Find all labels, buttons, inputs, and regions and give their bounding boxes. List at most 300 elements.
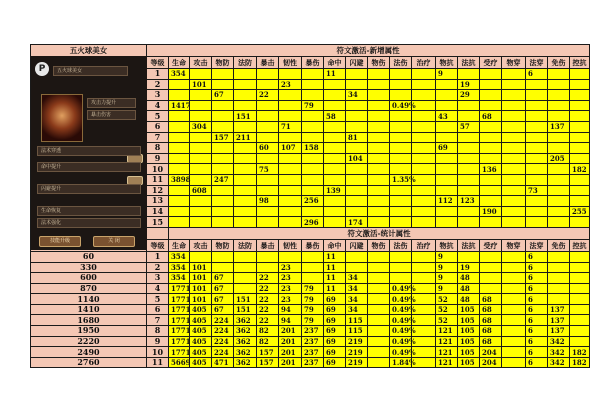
column-header: 暴伤 xyxy=(302,57,324,69)
table-cell xyxy=(279,164,302,175)
table-cell xyxy=(548,79,570,90)
table-cell xyxy=(169,111,190,122)
table-cell xyxy=(346,100,368,111)
column-header: 法防 xyxy=(234,239,257,251)
table-cell: 354 xyxy=(169,273,190,284)
table-cell: 190 xyxy=(480,206,502,217)
table-cell xyxy=(212,262,234,273)
table-cell: 224 xyxy=(212,326,234,337)
table-cell xyxy=(548,143,570,154)
table-cell: 136 xyxy=(480,164,502,175)
table-cell xyxy=(346,174,368,185)
table-cell xyxy=(480,185,502,196)
column-header: 物防 xyxy=(212,57,234,69)
table-cell: 9 xyxy=(436,251,458,262)
table-cell: 101 xyxy=(190,79,212,90)
table-cell xyxy=(190,143,212,154)
table-cell xyxy=(548,251,570,262)
table-cell xyxy=(390,217,412,228)
table-cell xyxy=(526,79,548,90)
game-line-6: 法术强化 xyxy=(37,218,141,228)
close-button[interactable]: 关 闭 xyxy=(93,236,135,247)
table-cell xyxy=(436,90,458,101)
table-cell: 0.49% xyxy=(390,304,412,315)
table-cell: 101 xyxy=(190,283,212,294)
table-cell xyxy=(279,251,302,262)
table-cell: 224 xyxy=(212,315,234,326)
table-cell: 362 xyxy=(234,336,257,347)
table-cell: 11 xyxy=(324,273,346,284)
table-cell: 57 xyxy=(458,121,480,132)
table-cell: 34 xyxy=(346,304,368,315)
table-cell: 105 xyxy=(458,315,480,326)
game-line-4: 闪避提升 xyxy=(37,184,141,194)
table-cell xyxy=(368,132,390,143)
table-cell xyxy=(324,153,346,164)
table-row xyxy=(31,304,590,315)
table-cell xyxy=(548,90,570,101)
table-cell: 1771 xyxy=(169,315,190,326)
table-cell xyxy=(368,262,390,273)
table-cell xyxy=(458,143,480,154)
power-cell: 1680 xyxy=(31,315,147,326)
power-cell: 330 xyxy=(31,262,147,273)
table-cell xyxy=(234,185,257,196)
table-cell xyxy=(279,100,302,111)
table-cell xyxy=(570,143,590,154)
table-cell xyxy=(548,100,570,111)
column-header: 生命 xyxy=(169,239,190,251)
level-cell: 10 xyxy=(147,347,169,358)
table-cell: 73 xyxy=(526,185,548,196)
table-cell xyxy=(570,196,590,207)
table-cell: 6 xyxy=(526,315,548,326)
table-cell: 237 xyxy=(302,336,324,347)
table-cell: 23 xyxy=(279,273,302,284)
table-cell xyxy=(368,100,390,111)
table-cell xyxy=(346,185,368,196)
table-cell: 101 xyxy=(190,294,212,305)
table-cell xyxy=(390,79,412,90)
table-cell: 362 xyxy=(234,326,257,337)
game-line-0: 攻击力提升 xyxy=(87,98,136,108)
table-cell xyxy=(234,164,257,175)
table-cell: 9 xyxy=(436,283,458,294)
level-cell: 8 xyxy=(147,326,169,337)
column-header: 命中 xyxy=(324,239,346,251)
table-cell xyxy=(570,132,590,143)
table-cell xyxy=(458,132,480,143)
table-cell xyxy=(368,164,390,175)
level-cell: 14 xyxy=(147,206,169,217)
table-cell xyxy=(257,69,279,80)
table-cell xyxy=(458,111,480,122)
table-cell xyxy=(234,121,257,132)
table-cell xyxy=(526,164,548,175)
table-cell xyxy=(212,111,234,122)
table-cell: 0.49% xyxy=(390,347,412,358)
table-cell: 101 xyxy=(190,273,212,284)
table-cell xyxy=(257,262,279,273)
level-cell: 2 xyxy=(147,79,169,90)
table-cell xyxy=(526,143,548,154)
table-cell xyxy=(458,217,480,228)
table-cell xyxy=(502,100,526,111)
table-cell: 182 xyxy=(570,357,590,368)
table-cell: 1.35% xyxy=(390,174,412,185)
level-cell: 11 xyxy=(147,174,169,185)
table-cell xyxy=(368,357,390,368)
table-cell: 23 xyxy=(279,79,302,90)
table-cell: 81 xyxy=(346,132,368,143)
table-cell: 34 xyxy=(346,283,368,294)
table-cell: 342 xyxy=(548,357,570,368)
table-cell xyxy=(302,79,324,90)
table-cell xyxy=(279,69,302,80)
table-cell xyxy=(169,185,190,196)
table-cell xyxy=(412,185,436,196)
table-cell: 11 xyxy=(324,262,346,273)
game-line-3: 命中提升 xyxy=(37,162,141,172)
table-cell xyxy=(436,153,458,164)
table-cell xyxy=(570,217,590,228)
table-cell: 608 xyxy=(190,185,212,196)
table-cell xyxy=(212,121,234,132)
table-cell xyxy=(548,164,570,175)
table-cell xyxy=(502,217,526,228)
table-cell xyxy=(324,121,346,132)
table-cell: 205 xyxy=(548,153,570,164)
table-cell: 6 xyxy=(526,273,548,284)
table-cell xyxy=(412,164,436,175)
character-name: 五火球美女 xyxy=(31,45,147,57)
table-cell: 3898 xyxy=(169,174,190,185)
table-cell: 34 xyxy=(346,294,368,305)
table-cell: 67 xyxy=(212,90,234,101)
table-cell: 6 xyxy=(526,262,548,273)
table-cell xyxy=(502,294,526,305)
table-cell xyxy=(570,336,590,347)
power-cell: 870 xyxy=(31,283,147,294)
table-cell: 11 xyxy=(324,283,346,294)
table-cell xyxy=(412,196,436,207)
table-cell xyxy=(302,206,324,217)
table-cell: 69 xyxy=(324,336,346,347)
table-cell xyxy=(548,69,570,80)
table-cell: 94 xyxy=(279,304,302,315)
table-cell: 296 xyxy=(302,217,324,228)
table-cell xyxy=(190,153,212,164)
table-cell: 174 xyxy=(346,217,368,228)
column-header: 控抗 xyxy=(570,239,590,251)
table-cell xyxy=(502,111,526,122)
table-cell xyxy=(526,111,548,122)
table-cell: 6 xyxy=(526,251,548,262)
table-cell: 6 xyxy=(526,69,548,80)
table-cell: 58 xyxy=(324,111,346,122)
table-cell xyxy=(324,100,346,111)
table-cell xyxy=(212,100,234,111)
level-cell: 7 xyxy=(147,132,169,143)
table-cell xyxy=(302,174,324,185)
table-cell xyxy=(234,217,257,228)
level-header: 等级 xyxy=(147,239,169,251)
table-cell xyxy=(234,196,257,207)
table-cell xyxy=(526,196,548,207)
column-header: 受疗 xyxy=(480,57,502,69)
column-header: 闪避 xyxy=(346,57,368,69)
game-line-2: 法术穿透 xyxy=(37,146,141,156)
table-cell: 354 xyxy=(169,251,190,262)
table-cell xyxy=(548,196,570,207)
table-cell: 1771 xyxy=(169,283,190,294)
table-cell xyxy=(436,100,458,111)
table-cell xyxy=(480,217,502,228)
table-cell xyxy=(169,217,190,228)
table-cell: 354 xyxy=(169,69,190,80)
skill-upgrade-button[interactable]: 技能升级 xyxy=(39,236,81,247)
table-cell xyxy=(436,164,458,175)
table-cell xyxy=(412,69,436,80)
table-cell xyxy=(570,315,590,326)
table-cell xyxy=(480,69,502,80)
table-cell xyxy=(390,273,412,284)
table-cell: 43 xyxy=(436,111,458,122)
table-cell: 69 xyxy=(436,143,458,154)
table-cell xyxy=(570,121,590,132)
table-cell xyxy=(390,153,412,164)
column-header: 物伤 xyxy=(368,239,390,251)
table-cell xyxy=(526,132,548,143)
table-cell xyxy=(324,79,346,90)
table-cell xyxy=(368,347,390,358)
table-cell: 22 xyxy=(257,294,279,305)
table-cell xyxy=(302,185,324,196)
table-cell xyxy=(570,262,590,273)
table-cell: 151 xyxy=(234,111,257,122)
table-cell: 204 xyxy=(480,357,502,368)
table-cell xyxy=(458,174,480,185)
power-cell: 2760 xyxy=(31,357,147,368)
column-header: 法抗 xyxy=(458,239,480,251)
table-cell xyxy=(480,79,502,90)
table-cell: 405 xyxy=(190,326,212,337)
column-header: 生命 xyxy=(169,57,190,69)
table-cell xyxy=(324,174,346,185)
table-cell xyxy=(212,251,234,262)
table-cell xyxy=(190,251,212,262)
column-header: 治疗 xyxy=(412,57,436,69)
table-cell: 237 xyxy=(302,347,324,358)
table-cell xyxy=(390,196,412,207)
table-cell xyxy=(502,164,526,175)
table-cell xyxy=(390,262,412,273)
table-cell: 256 xyxy=(302,196,324,207)
table-cell: 68 xyxy=(480,294,502,305)
column-header: 物抗 xyxy=(436,57,458,69)
table-cell: 6 xyxy=(526,347,548,358)
table-cell: 6 xyxy=(526,294,548,305)
table-cell xyxy=(436,174,458,185)
table-cell xyxy=(169,153,190,164)
table-cell: 11 xyxy=(324,69,346,80)
table-cell xyxy=(526,217,548,228)
table-cell xyxy=(279,153,302,164)
table-cell: 204 xyxy=(480,347,502,358)
table-cell xyxy=(412,217,436,228)
table-cell xyxy=(502,132,526,143)
column-header: 物防 xyxy=(212,239,234,251)
table-cell xyxy=(502,326,526,337)
table-cell xyxy=(169,132,190,143)
game-logo: P xyxy=(35,62,49,76)
table-cell: 224 xyxy=(212,347,234,358)
table-cell xyxy=(302,132,324,143)
table-cell xyxy=(390,185,412,196)
table-cell xyxy=(502,273,526,284)
table-cell: 68 xyxy=(480,304,502,315)
table-cell: 342 xyxy=(548,347,570,358)
table-cell xyxy=(368,174,390,185)
table-cell xyxy=(169,90,190,101)
table-cell: 354 xyxy=(169,262,190,273)
table-cell: 23 xyxy=(279,262,302,273)
table-cell xyxy=(368,251,390,262)
table-cell xyxy=(390,69,412,80)
table-cell xyxy=(324,196,346,207)
table-cell xyxy=(480,90,502,101)
table-cell: 79 xyxy=(302,100,324,111)
table-cell xyxy=(390,90,412,101)
table-cell: 105 xyxy=(458,357,480,368)
level-cell: 7 xyxy=(147,315,169,326)
table-cell xyxy=(169,164,190,175)
game-screenshot xyxy=(31,56,147,250)
table-cell xyxy=(324,217,346,228)
table-cell xyxy=(190,196,212,207)
table-cell xyxy=(346,111,368,122)
table-cell xyxy=(346,79,368,90)
table-cell xyxy=(412,90,436,101)
table-cell xyxy=(368,326,390,337)
table-cell: 304 xyxy=(190,121,212,132)
table-cell xyxy=(279,132,302,143)
table-row xyxy=(31,315,590,326)
power-cell: 60 xyxy=(31,251,147,262)
table-cell: 9 xyxy=(436,262,458,273)
table-cell: 0.49% xyxy=(390,100,412,111)
table-cell: 105 xyxy=(458,304,480,315)
table-cell xyxy=(234,251,257,262)
table-cell xyxy=(368,315,390,326)
table-cell xyxy=(480,174,502,185)
table-row xyxy=(31,251,590,262)
table-cell xyxy=(346,196,368,207)
column-header: 攻击 xyxy=(190,57,212,69)
table-cell: 22 xyxy=(257,273,279,284)
level-cell: 10 xyxy=(147,164,169,175)
table-cell: 0.49% xyxy=(390,336,412,347)
table-cell: 182 xyxy=(570,347,590,358)
level-cell: 8 xyxy=(147,143,169,154)
table-cell xyxy=(190,100,212,111)
table-row xyxy=(31,347,590,358)
column-header: 控抗 xyxy=(570,57,590,69)
table-cell xyxy=(324,143,346,154)
table-cell: 101 xyxy=(190,262,212,273)
table-cell: 123 xyxy=(458,196,480,207)
level-cell: 15 xyxy=(147,217,169,228)
table-cell: 69 xyxy=(324,347,346,358)
column-header: 法防 xyxy=(234,57,257,69)
table-cell xyxy=(212,143,234,154)
table-cell xyxy=(502,121,526,132)
table-cell xyxy=(257,153,279,164)
table-cell xyxy=(346,121,368,132)
table-cell xyxy=(502,304,526,315)
level-cell: 11 xyxy=(147,357,169,368)
table-cell xyxy=(436,121,458,132)
table-cell: 405 xyxy=(190,357,212,368)
table-cell xyxy=(548,174,570,185)
table-cell: 68 xyxy=(480,315,502,326)
table-cell xyxy=(390,251,412,262)
column-header: 韧性 xyxy=(279,239,302,251)
table-cell xyxy=(234,69,257,80)
level-cell: 5 xyxy=(147,294,169,305)
table-cell: 1.84% xyxy=(390,357,412,368)
table-cell xyxy=(412,111,436,122)
table-row xyxy=(31,262,590,273)
table-cell xyxy=(302,262,324,273)
table-cell xyxy=(368,336,390,347)
table-cell xyxy=(570,174,590,185)
table-cell xyxy=(480,196,502,207)
table-cell: 211 xyxy=(234,132,257,143)
table-cell xyxy=(234,174,257,185)
table-cell xyxy=(346,164,368,175)
table-cell: 1771 xyxy=(169,347,190,358)
table-cell: 67 xyxy=(212,294,234,305)
table-cell xyxy=(458,251,480,262)
column-header: 治疗 xyxy=(412,239,436,251)
table-cell xyxy=(548,185,570,196)
table-cell xyxy=(458,164,480,175)
column-header: 闪避 xyxy=(346,239,368,251)
table-cell xyxy=(502,185,526,196)
table-cell: 139 xyxy=(324,185,346,196)
table-cell: 69 xyxy=(324,315,346,326)
table-cell: 0.49% xyxy=(390,315,412,326)
table-cell xyxy=(480,273,502,284)
table-cell xyxy=(548,262,570,273)
level-cell: 4 xyxy=(147,100,169,111)
table-cell xyxy=(412,262,436,273)
level-cell: 4 xyxy=(147,283,169,294)
table-cell xyxy=(480,100,502,111)
table-cell xyxy=(368,206,390,217)
table-cell xyxy=(570,69,590,80)
table-cell xyxy=(412,273,436,284)
level-cell: 9 xyxy=(147,336,169,347)
table-cell: 79 xyxy=(302,283,324,294)
table-cell xyxy=(502,315,526,326)
table-cell: 6 xyxy=(526,283,548,294)
table-cell xyxy=(368,79,390,90)
table-cell: 219 xyxy=(346,336,368,347)
table-cell xyxy=(190,174,212,185)
table-cell: 6 xyxy=(526,304,548,315)
